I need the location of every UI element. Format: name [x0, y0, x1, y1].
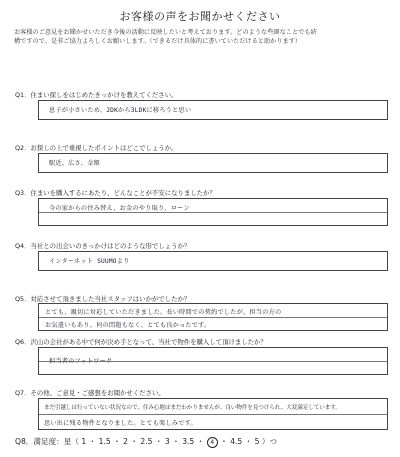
answer-5-text-line2: お気遣いもあり、何の問題もなく、とても良かったです。 — [45, 322, 211, 329]
answer-box-4[interactable] — [38, 251, 388, 271]
answer-ruled-line — [39, 317, 387, 318]
question-1-label: Q1．住まい探しをはじめたきっかけを教えてください。 — [15, 91, 178, 99]
question-6-label: Q6．沢山の会社がある中で何が決め手となって、当社で物件を購入して頂けましたか？ — [15, 338, 267, 346]
rating-separator: ・ — [152, 437, 165, 446]
rating-separator: ・ — [128, 437, 141, 446]
rating-option-4[interactable]: 4 — [207, 437, 218, 448]
answer-4-text: インターネット SUUMOより — [49, 258, 130, 265]
rating-separator: ・ — [194, 437, 207, 446]
rating-option-2-5[interactable]: 2.5 — [140, 437, 153, 446]
question-2-label: Q2．お探しの上で重視したポイントはどこでしょうか。 — [15, 144, 178, 152]
rating-option-4-5[interactable]: 4.5 — [230, 437, 243, 446]
answer-box-6[interactable] — [38, 347, 388, 375]
rating-options — [81, 437, 259, 446]
rating-option-1[interactable]: 1 — [81, 437, 87, 446]
intro-text — [14, 28, 386, 46]
page-title: お客様の声をお聞かせください — [119, 10, 281, 23]
question-7-label: Q7．その他、ご意見・ご感想をお聞かせください。 — [15, 389, 165, 397]
rating-option-3[interactable]: 3 — [164, 437, 170, 446]
answer-ruled-line — [39, 414, 387, 415]
answer-2-text: 駅近、広さ、金額 — [49, 160, 100, 167]
answer-7-text: まだ引越しは行っていない状況なので、住み心地はまだわかりませんが、良い物件を見つけられ、大変満足しています。 — [44, 405, 341, 411]
answer-box-1[interactable] — [38, 100, 388, 120]
answer-3-text: 今の家からの住み替え、お金のやり取り、ローン — [49, 205, 190, 212]
rating-separator: ・ — [217, 437, 231, 446]
answer-5-text: とても、親切に対応していただきました。長い時間での契約でしたが、担当の方の — [45, 309, 282, 316]
rating-option-5[interactable]: 5 — [254, 437, 260, 446]
rating-separator: ・ — [242, 437, 255, 446]
answer-box-3[interactable] — [38, 198, 388, 226]
rating-suffix: ）つ — [261, 437, 278, 446]
rating-option-1-5[interactable]: 1.5 — [98, 437, 111, 446]
rating-option-3-5[interactable]: 3.5 — [182, 437, 195, 446]
answer-box-7[interactable] — [38, 398, 388, 430]
intro-line: 構ですので、是非ご協力よろしくお願いします。（できるだけ具体的に書いていただけると助かります） — [14, 38, 302, 45]
rating-separator: ・ — [169, 437, 183, 446]
answer-ruled-line — [39, 212, 387, 213]
satisfaction-rating — [15, 436, 277, 448]
answer-6-text: 担当者のフットワーク — [49, 358, 113, 365]
answer-box-2[interactable] — [38, 153, 388, 173]
answer-7-text-line2: 思い出に残る物件となりました。とても楽しみです。 — [44, 420, 197, 427]
question-5-label: Q5．対応させて頂きました当社スタッフはいかがでしたか？ — [15, 295, 191, 303]
rating-label: Q8．満足度：星（ — [15, 437, 79, 446]
question-3-label: Q3．住まいを購入するにあたり、どんなことが不安になりましたか？ — [15, 189, 216, 197]
intro-line: お客様のご意見をお聞かせいただき今後の活動に反映したいと考えております。どのような些細なことでも結 — [14, 29, 317, 36]
answer-box-5[interactable] — [38, 303, 388, 331]
rating-separator: ・ — [110, 437, 124, 446]
rating-option-2[interactable]: 2 — [123, 437, 128, 446]
rating-separator: ・ — [86, 437, 99, 446]
question-4-label: Q4．当社との出会いのきっかけはどのような形でしょうか？ — [15, 242, 191, 250]
answer-1-text: 息子が小さいため、2DKから3LDKに移ろうと思い — [49, 107, 192, 114]
